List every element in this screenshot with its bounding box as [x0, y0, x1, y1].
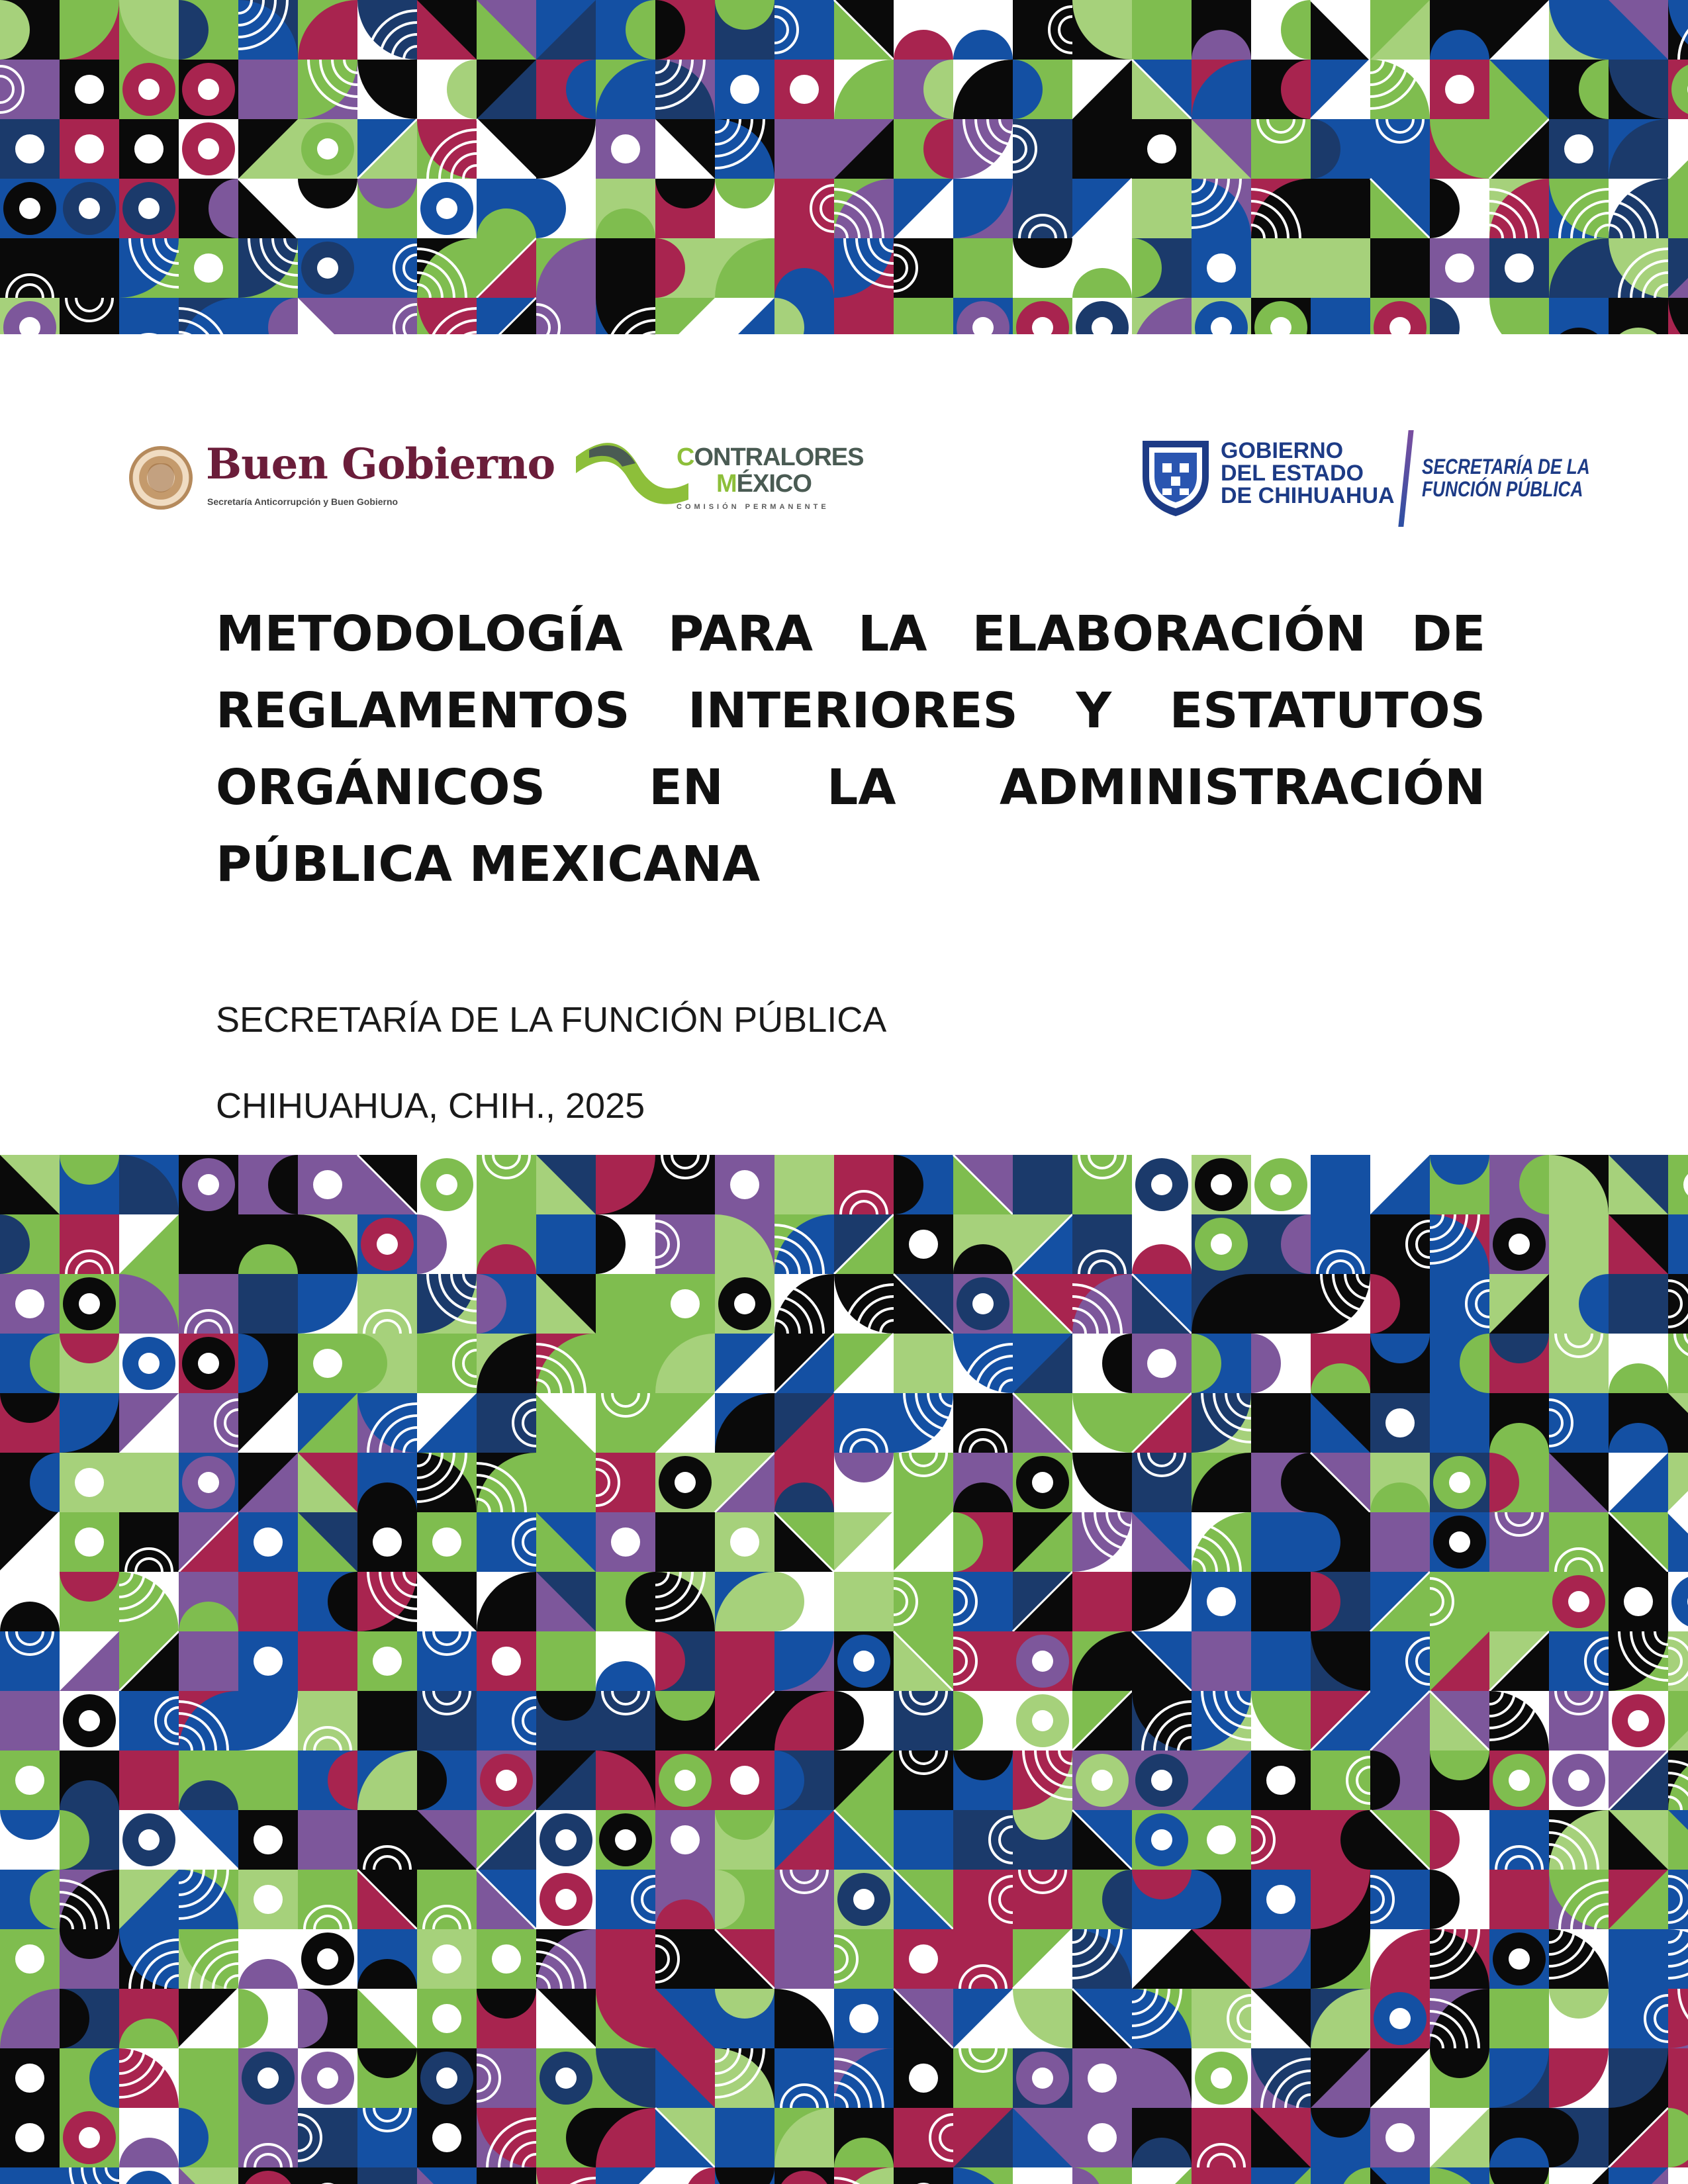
document-title [216, 596, 1485, 903]
mexico-word: MÉXICO [716, 470, 812, 498]
title-line: REGLAMENTOS INTERIORES Y ESTATUTOS [216, 682, 1485, 739]
buen-gobierno-name: Buen Gobierno [206, 439, 555, 489]
buen-gobierno-logo [129, 439, 555, 516]
contralores-wave-icon [576, 437, 688, 510]
decorative-pattern-top [0, 0, 1688, 334]
buen-gobierno-subtitle: Secretaría Anticorrupción y Buen Gobierno [207, 496, 399, 507]
gobierno-chihuahua-logo [1140, 430, 1590, 529]
geometric-pattern [0, 1155, 1688, 2184]
title-line: METODOLOGÍA PARA LA ELABORACIÓN DE [216, 606, 1485, 662]
title-line: ORGÁNICOS EN LA ADMINISTRACIÓN [216, 759, 1485, 816]
organization-name: SECRETARÍA DE LA FUNCIÓN PÚBLICA [216, 1000, 887, 1040]
title-line: PÚBLICA MEXICANA [216, 836, 761, 893]
national-seal-icon [129, 446, 193, 510]
chihuahua-shield-icon [1140, 437, 1211, 519]
decorative-pattern-bottom [0, 1155, 1688, 2184]
place-and-year: CHIHUAHUA, CHIH., 2025 [216, 1086, 645, 1126]
contralores-word: CONTRALORES [677, 443, 864, 471]
logo-row [0, 424, 1688, 536]
gobierno-estado-text: GOBIERNO DEL ESTADO DE CHIHUAHUA [1221, 438, 1395, 508]
secretaria-funcion-publica-text: SECRETARÍA DE LA FUNCIÓN PÚBLICA [1422, 455, 1590, 501]
geometric-pattern [0, 0, 1688, 334]
contralores-mexico-logo [576, 437, 864, 523]
contralores-subtitle: COMISIÓN PERMANENTE [677, 503, 829, 511]
logo-divider [1398, 430, 1413, 527]
